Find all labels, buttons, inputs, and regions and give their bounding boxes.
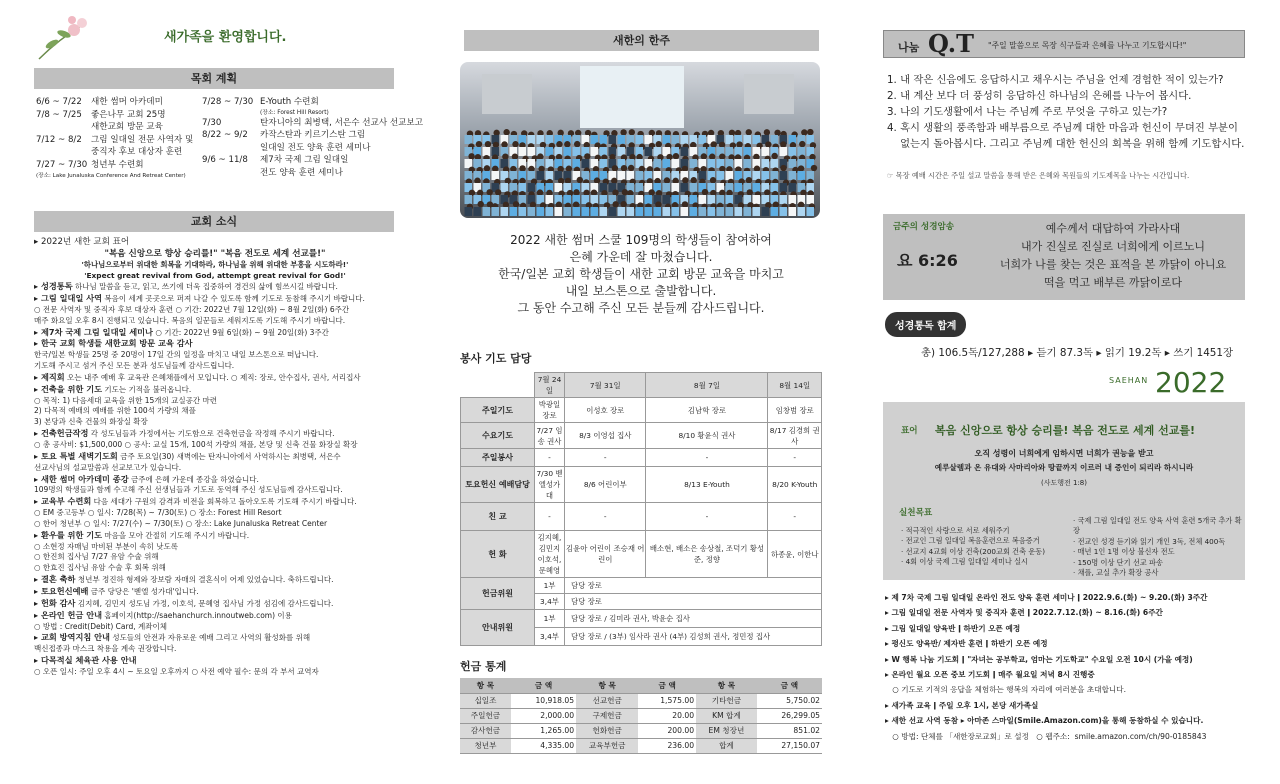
service-row	[461, 503, 822, 531]
news-item	[34, 632, 396, 644]
news-line: 기도해 주시고 섬겨 주신 모든 분과 성도님들께 감사드립니다.	[34, 361, 235, 371]
news-line: ○ 한어 청년부 ○ 일시: 7/27(수) ~ 7/30(토) ○ 장소: Lake Junaluska Retreat Center	[34, 518, 328, 528]
notice-item: ▸ 온라인 월요 오픈 중보 기도회 ǀ 매주 월요일 저녁 8시 진행중	[885, 670, 1095, 680]
service-cell: -	[768, 503, 822, 531]
service-cell: -	[565, 449, 646, 467]
news-item	[34, 598, 396, 610]
motto-ref: (사도행전 1:8)	[1040, 479, 1087, 487]
news-line: 선교사님의 설교말씀과 선교보고가 있습니다.	[34, 462, 182, 472]
verse-ref: 요 6:26	[897, 251, 958, 270]
schedule-row	[202, 117, 424, 130]
year-brand: SAEHAN	[1109, 376, 1149, 385]
service-part: 1부	[535, 578, 565, 594]
motto-goal: 실천목표	[899, 508, 933, 518]
schedule-event: (장소: Forest Hill Resort)	[260, 109, 329, 116]
schedule-row	[36, 121, 206, 134]
service-cell: 이성호 장로	[565, 398, 646, 423]
service-row	[461, 610, 822, 628]
service-cell: 박광일 장로	[535, 398, 565, 423]
bible-label: 성경통독 합계	[885, 312, 966, 337]
service-table	[460, 372, 822, 646]
offering-item: 선교헌금	[576, 693, 638, 708]
left-column	[34, 0, 424, 784]
goal-item: · 선교지 4교회 이상 건축(200교회 건축 운동)	[901, 546, 1046, 556]
schedule-date: 8/22 ~ 9/2	[202, 130, 248, 141]
news-item-heading: ▸ 성경통독	[34, 281, 73, 292]
news-item-text: 홈페이지(http://saehanchurch.innoutweb.com) 이용	[102, 610, 292, 620]
news-item-heading: ▸ 토요헌신예배	[34, 585, 89, 596]
news-item-text: 하나님 말씀을 듣고, 읽고, 쓰기에 더욱 집중하여 경건의 삶에 힘쓰시길 바랍니다.	[72, 282, 338, 292]
caption-line: 2022 새한 썸머 스쿨 109명의 학생들이 참여하여	[510, 233, 772, 247]
notice-item: ○ 방법: 단체를 「새한장로교회」로 설정 ○ 웹주소: smile.amazon.com/ch/90-0185843	[885, 731, 1207, 741]
offering-item: 십일조	[460, 693, 511, 708]
notice-item: ▸ 그림 일대일 양육반 ǀ 하반기 오픈 예정	[885, 623, 1021, 633]
service-part: 3,4부	[535, 628, 565, 646]
news-line: ○ 오픈 일시: 주일 오후 4시 ~ 토요일 오후까지 ○ 사전 예약 필수: 문의 각 부서 교역자	[34, 666, 319, 676]
offering-amount: 851.02	[757, 723, 822, 738]
schedule-left	[36, 96, 206, 181]
service-row	[461, 578, 822, 594]
service-row	[461, 449, 822, 467]
verse-line: 너희가 나를 찾는 것은 표적을 본 까닭이 아니요	[999, 258, 1227, 271]
notice-item: ○ 기도로 기적의 응답을 체험하는 행복의 자리에 여러분을 초대합니다.	[885, 685, 1126, 695]
caption-line: 내일 보스톤으로 출발합니다.	[565, 284, 717, 298]
qt-questions	[887, 72, 1249, 152]
offering-header: 금 액	[638, 678, 696, 693]
offering-row	[460, 708, 822, 723]
offering-amount: 5,750.02	[757, 693, 822, 708]
news-item-heading: ▸ 토요 특별 새벽기도회	[34, 450, 118, 461]
news-item-text: 복음이 세계 곳곳으로 퍼져 나갈 수 있도록 함께 기도로 동참해 주시기 바랍니다.	[102, 294, 365, 304]
offering-amount: 10,918.05	[511, 693, 576, 708]
notice-item: ▸ W 행복 나눔 기도회 ǀ "자녀는 공부학교, 엄마는 기도학교" 수요일 오전 10시 (가을 예정)	[885, 654, 1193, 664]
group-photo	[460, 62, 820, 218]
news-item-heading: ▸ 온라인 헌금 안내	[34, 609, 103, 620]
goal-item: · 국제 그림 일대일 전도 양육 사역 훈련 5개국 추가 확장	[1073, 516, 1242, 536]
news-item-heading: ▸ 건축을 위한 기도	[34, 383, 103, 394]
offering-amount: 20.00	[638, 708, 696, 723]
schedule-row	[36, 159, 206, 172]
service-cell: 김윤아 어린이 조승재 어린이	[565, 531, 646, 578]
photo-caption	[460, 232, 822, 317]
schedule-date: 7/27 ~ 7/30	[36, 159, 88, 170]
caption-line: 은혜 가운데 잘 마쳤습니다.	[569, 250, 713, 264]
notice-item: ▸ 제 7차 국제 그림 일대일 온라인 전도 양육 훈련 세미나 ǀ 2022.9.6.(화) ~ 9.20.(화) 3주간	[885, 593, 1208, 602]
qt-question: 없는지 돌아봅시다. 그리고 주님께 대한 헌신의 회복을 위해 함께 기도합시다.	[887, 138, 1245, 150]
offering-amount: 236.00	[638, 738, 696, 753]
year: 2022	[1155, 366, 1227, 399]
offering-item: 교육부헌금	[576, 738, 638, 753]
offering-item: 기타헌금	[696, 693, 757, 708]
flower-decoration-icon	[34, 14, 94, 64]
service-row-label: 헌금위원	[461, 578, 535, 610]
offering-amount: 4,335.00	[511, 738, 576, 753]
news-item-text: ○ 기간: 2022년 9월 6일(화) ~ 9월 20일(화) 3주간	[152, 327, 329, 337]
news-item-text: 기도는 기적을 불러옵니다.	[102, 384, 192, 394]
service-cell: 담당 장로 / (3부) 임사라 권사 (4부) 김성희 권사, 정민정 집사	[565, 628, 822, 646]
service-cell: 8/10 황윤식 권사	[646, 423, 768, 449]
news-item	[34, 451, 396, 463]
service-cell: 7/30 벧엘성가대	[535, 467, 565, 503]
schedule-date: 7/28 ~ 7/30	[202, 97, 254, 107]
schedule-event: 중직자 후보 대상자 훈련	[91, 147, 183, 158]
news-item	[34, 586, 396, 598]
news-item	[34, 338, 396, 350]
news-item-heading: ▸ 건축헌금작정	[34, 428, 89, 439]
service-cell: 담당 장로	[565, 578, 822, 594]
schedule-note: (장소: Lake Junaluska Conference And Retreat Center)	[36, 172, 186, 179]
news-item-heading: ▸ 결혼 축하	[34, 574, 76, 585]
service-cell: 김지혜, 김민지 이호석, 문혜영	[535, 531, 565, 578]
news-line: 한국/일본 학생들 25명 중 20명이 17일 간의 일정을 마치고 내일 보스톤으로 떠납니다.	[34, 350, 319, 360]
qt-question: 1. 내 작은 신음에도 응답하시고 채우시는 주님을 언제 경험한 적이 있는가?	[887, 74, 1224, 86]
news-line: ○ 한진희 집사님 7/27 유암 수술 위해	[34, 552, 159, 562]
goal-item: · 채플, 교실 추가 확장 공사	[1073, 568, 1159, 578]
schedule-row	[36, 146, 206, 159]
service-cell: 담당 장로 / 김미라 권사, 박윤순 집사	[565, 610, 822, 628]
motto-label: 표어	[901, 426, 918, 436]
news-line: 매주 화요일 오후 8시 진행되고 있습니다. 복음의 일꾼들로 세워지도록 기도해 주시기 바랍니다.	[34, 315, 346, 325]
goal-item: · 전교인 그림 일대일 복음훈련으로 복음증거	[901, 536, 1040, 546]
news-item	[34, 372, 396, 384]
service-cell: 담당 장로	[565, 594, 822, 610]
news-line: ○ 방법 : Credit(Debit) Card, 계좌이체	[34, 621, 167, 631]
news-line: ○ 소현정 자매님 마비된 부분이 속히 낫도록	[34, 541, 179, 551]
goal-item: · 4회 이상 국제 그림 일대일 세미나 실시	[901, 557, 1028, 567]
schedule-event: 전도 양육 훈련 세미나	[260, 167, 343, 178]
right-column	[883, 0, 1248, 784]
schedule-date: 7/8 ~ 7/25	[36, 109, 82, 120]
news-line: 백신접종과 마스크 착용을 계속 권장합니다.	[34, 644, 177, 654]
service-cell: 8/6 어린이부	[565, 467, 646, 503]
schedule-row	[36, 134, 206, 147]
news-item	[34, 327, 396, 339]
offering-row	[460, 738, 822, 753]
news-item-heading: ▸ 제직회	[34, 371, 65, 382]
service-date: 7월 31일	[565, 373, 646, 398]
news-line: 109명의 학생들과 함께 수고해 주신 선생님들과 기도로 동역해 주신 성도님들께 감사드립니다.	[34, 485, 343, 495]
service-row-label: 안내위원	[461, 610, 535, 646]
qt-question: 3. 나의 기도생활에서 나는 주님께 주로 무엇을 구하고 있는가?	[887, 106, 1168, 118]
service-part: 3,4부	[535, 594, 565, 610]
offering-table	[460, 678, 822, 754]
onejoo-title: 새한의 한주	[464, 30, 819, 51]
offering-amount: 200.00	[638, 723, 696, 738]
offering-item: KM 합계	[696, 708, 757, 723]
offering-header: 항 목	[696, 678, 757, 693]
schedule-event: 탄자니아의 최병택, 서은수 선교사 선교보고	[260, 117, 424, 128]
news-item-heading: ▸ 새한 썸머 아카데미 종강	[34, 473, 129, 484]
motto-verse2: 예루살렘과 온 유대와 사마리아와 땅끝까지 이르러 내 증인이 되리라 하시니라	[934, 463, 1194, 472]
news-title: 교회 소식	[34, 211, 394, 232]
notices	[885, 590, 1249, 744]
news-line: ○ 한효진 집사님 유암 수술 후 회복 위해	[34, 563, 166, 573]
offering-item: EM 청장년	[696, 723, 757, 738]
service-row	[461, 398, 822, 423]
verse-label: 금주의 성경암송	[893, 222, 955, 232]
service-cell: 김남학 장로	[646, 398, 768, 423]
service-cell: 8/17 김경희 권사	[768, 423, 822, 449]
service-row-label: 친 교	[461, 503, 535, 531]
service-cell: 8/13 E-Youth	[646, 467, 768, 503]
goal-list-left	[901, 526, 1045, 568]
news-line: "복음 신앙으로 향상 승리를!" "복음 전도로 세계 선교를!"	[104, 249, 326, 259]
news-item-text: 성도들의 안전과 자유로운 예배 그리고 사역의 활성화를 위해	[109, 633, 311, 643]
service-row	[461, 423, 822, 449]
service-date: 7월 24일	[535, 373, 565, 398]
news-item-text: 마음을 모아 간절히 기도해 주시기 바랍니다.	[102, 530, 250, 540]
schedule-event: 새한 썸머 아카데미	[91, 97, 163, 107]
schedule-row	[202, 109, 398, 117]
schedule-date: 6/6 ~ 7/22	[36, 97, 82, 107]
schedule-date: 7/12 ~ 8/2	[36, 134, 82, 145]
qt-question: 2. 내 계산 보다 더 풍성히 응답하신 하나님의 은혜를 나누어 봅시다.	[887, 90, 1192, 102]
offering-row	[460, 723, 822, 738]
qt-label: 나눔	[898, 41, 920, 54]
service-cell: -	[535, 449, 565, 467]
offering-amount: 26,299.05	[757, 708, 822, 723]
service-row-label: 주일봉사	[461, 449, 535, 467]
offering-item: 헌화헌금	[576, 723, 638, 738]
news-line: ○ 전문 사역자 및 중직자 후보 대상자 훈련 ○ 기간: 2022년 7월 12일(화) ~ 8월 2일(화) 6주간	[34, 304, 350, 314]
offering-header: 항 목	[576, 678, 638, 693]
schedule-row	[36, 96, 206, 109]
offering-header: 금 액	[757, 678, 822, 693]
goal-item: · 150명 이상 단기 선교 파송	[1073, 557, 1163, 567]
schedule-event: 제7차 국제 그림 일대일	[260, 155, 349, 166]
schedule-event: E-Youth 수련회	[260, 97, 319, 107]
notice-item: ▸ 새가족 교육 ǀ 주일 오후 1시, 본당 새가족실	[885, 700, 1039, 710]
news-item-heading: ▸ 다목적실 체육관 사용 안내	[34, 655, 137, 666]
news-item-heading: ▸ 그림 일대일 사역	[34, 293, 103, 304]
offering-amount: 27,150.07	[757, 738, 822, 753]
service-row-label: 헌 화	[461, 531, 535, 578]
offering-amount: 1,575.00	[638, 693, 696, 708]
offering-title: 헌금 통계	[460, 660, 507, 673]
service-cell: -	[646, 503, 768, 531]
service-date: 8월 14일	[768, 373, 822, 398]
service-cell: 배소현, 배소은 송상철, 조덕기 황성준, 정향	[646, 531, 768, 578]
schedule-row	[202, 167, 398, 180]
news-item-heading: ▸ 제7차 국제 그림 일대일 세미나	[34, 326, 153, 337]
goal-item: · 전교인 성경 듣기와 읽기 개인 3독, 전체 400독	[1073, 536, 1226, 546]
schedule-row	[202, 154, 398, 167]
offering-row	[460, 693, 822, 708]
schedule-row	[202, 129, 398, 142]
news-line: 2) 다목적 예배의 예배를 위한 100석 가량의 채플	[34, 406, 196, 416]
schedule-event: 그림 일대일 전문 사역자 및	[91, 134, 194, 145]
news-line: 3) 본당과 신축 건물의 화장실 확장	[34, 417, 148, 427]
service-cell: -	[535, 503, 565, 531]
schedule-event: 새한교회 방문 교육	[91, 122, 163, 133]
news-item-heading: ▸ 헌화 감사	[34, 597, 76, 608]
schedule-row	[36, 109, 206, 122]
bible-stats: 총) 106.5독/127,288 ▸ 듣기 87.3독 ▸ 읽기 19.2독 ▸ 쓰기 1451장	[921, 347, 1234, 359]
offering-amount: 1,265.00	[511, 723, 576, 738]
verse-text	[983, 220, 1243, 292]
news-item-heading: ▸ 교회 방역지침 안내	[34, 632, 110, 643]
news-list	[34, 236, 396, 678]
notice-item: ▸ 그림 일대일 전문 사역자 및 중직자 훈련 ǀ 2022.7.12.(화) ~ 8.16.(화) 6주간	[885, 608, 1163, 618]
news-item-text: 김지혜, 김민지 성도님 가정, 이호석, 문혜영 집사님 가정 섬김에 감사드립니다.	[75, 598, 334, 608]
news-item-heading: ▸ 환우를 위한 기도	[34, 529, 103, 540]
offering-item: 합계	[696, 738, 757, 753]
news-line: ○ EM 중고등부 ○ 일시: 7/28(목) ~ 7/30(토) ○ 장소: Forest Hill Resort	[34, 508, 282, 518]
schedule-row	[202, 142, 398, 155]
service-cell: -	[565, 503, 646, 531]
qt-subtitle: "주일 말씀으로 목장 식구들과 은혜를 나누고 기도합시다!"	[988, 41, 1187, 50]
schedule-date: 9/6 ~ 11/8	[202, 155, 248, 166]
schedule-date: 7/30	[202, 117, 222, 128]
news-line: '하나님으로부터 위대한 회복을 기대하라, 하나님을 위해 위대한 부흥을 시도하라!'	[81, 260, 349, 269]
news-line: ○ 총 공사비: $1,500,000 ○ 공사: 교실 15개, 100석 가량의 채플, 본당 및 신축 건물 화장실 확장	[34, 440, 358, 449]
schedule-event: 좋은나무 교회 25명	[91, 109, 166, 120]
caption-line: 한국/일본 교회 학생들이 새한 교회 방문 교육을 마치고	[498, 267, 784, 281]
offering-item: 청년부	[460, 738, 511, 753]
news-item	[34, 610, 396, 622]
qt-title: Q.T	[928, 29, 974, 58]
schedule-row	[202, 96, 398, 109]
verse-box	[883, 214, 1245, 300]
motto-text: 복음 신앙으로 항상 승리를! 복음 전도로 세계 선교를!	[935, 424, 1195, 437]
news-line: ▸ 2022년 새한 교회 표어	[34, 237, 130, 247]
service-cell: 하종윤, 이한나	[768, 531, 822, 578]
news-item	[34, 655, 396, 667]
motto-box	[883, 402, 1245, 580]
offering-amount: 2,000.00	[511, 708, 576, 723]
news-item	[34, 428, 396, 440]
verse-line: 내가 진실로 진실로 너희에게 이르노니	[1020, 240, 1205, 253]
service-cell: -	[768, 449, 822, 467]
news-item-text: 각 성도님들과 가정에서는 기도함으로 건축헌금을 작정해 주시기 바랍니다.	[88, 429, 335, 439]
news-item	[34, 384, 396, 396]
verse-line: 예수께서 대답하여 가라사대	[1045, 222, 1181, 235]
service-cell: -	[646, 449, 768, 467]
goal-item: · 적극적인 사랑으로 서로 세워주기	[901, 526, 1010, 535]
service-row-label: 주일기도	[461, 398, 535, 423]
goal-item: · 매년 1인 1명 이상 불신자 전도	[1073, 547, 1175, 557]
service-row-label: 토요헌신 예배담당	[461, 467, 535, 503]
news-line: 'Expect great revival from God, attempt great revival for God!'	[84, 270, 346, 280]
news-line: ○ 목적: 1) 다음세대 교육을 위한 15개의 교실공간 마련	[34, 395, 218, 405]
qt-note: ☞ 목장 예배 시간은 주일 설교 말씀을 통해 받은 은혜와 목원들의 기도제목을 나누는 시간입니다.	[887, 171, 1190, 180]
news-item	[34, 474, 396, 486]
news-item-text: 다음 세대가 구원의 감격과 비전을 회복하고 돌아오도록 기도해 주시기 바랍니다.	[91, 497, 357, 507]
service-row	[461, 467, 822, 503]
news-item-heading: ▸ 한국 교회 학생들 새한교회 방문 교육 감사	[34, 338, 193, 349]
news-item	[34, 496, 396, 508]
service-row	[461, 531, 822, 578]
service-date: 8월 7일	[646, 373, 768, 398]
motto-verse1: 오직 성령이 너희에게 임하시면 너희가 권능을 받고	[974, 449, 1154, 458]
news-item-text: 오는 내주 예배 후 교육관 은혜채플에서 모입니다. ○ 제직: 장로, 안수집사, 권사, 서리집사	[64, 372, 361, 382]
news-item	[34, 281, 396, 293]
caption-line: 그 동안 수고해 주신 모든 분들께 감사드립니다.	[517, 301, 765, 315]
notice-item: ▸ 새한 선교 사역 동참 ▸ 아마존 스마일(Smile.Amazon.com)을 통해 동참하실 수 있습니다.	[885, 716, 1204, 726]
schedule-title: 목회 계획	[34, 68, 394, 89]
schedule-event: 카작스탄과 키르기스탄 그림	[260, 130, 366, 141]
service-part: 1부	[535, 610, 565, 628]
offering-item: 구제헌금	[576, 708, 638, 723]
news-item-text: 금주에 은혜 가운데 종강을 하였습니다.	[128, 474, 259, 484]
offering-header: 항 목	[460, 678, 511, 693]
schedule-event: 청년부 수련회	[91, 159, 144, 170]
service-row-label: 수요기도	[461, 423, 535, 449]
schedule-right	[202, 96, 424, 180]
news-item-text: 청년부 정진하 형제와 장보람 자매의 결혼식이 어제 있었습니다. 축하드립니다.	[75, 575, 334, 585]
schedule-event: 일대일 전도 양육 훈련 세미나	[260, 142, 371, 153]
offering-item: 주일헌금	[460, 708, 511, 723]
news-item	[34, 574, 396, 586]
service-cell: 임창범 장로	[768, 398, 822, 423]
service-cell: 8/20 K-Youth	[768, 467, 822, 503]
verse-line: 떡을 먹고 배부른 까닭이로다	[1043, 276, 1182, 289]
news-item-heading: ▸ 교육부 수련회	[34, 496, 92, 507]
welcome-text: 새가족을 환영합니다.	[164, 30, 287, 45]
goal-list-right	[1073, 516, 1245, 578]
news-item	[34, 293, 396, 305]
middle-column	[460, 0, 822, 784]
service-cell: 8/3 이영섭 집사	[565, 423, 646, 449]
qt-question: 4. 혹시 생활의 풍족함과 배부름으로 주님께 대한 마음과 헌신이 무뎌진 부분이	[887, 122, 1238, 134]
service-cell: 7/27 임 송 권사	[535, 423, 565, 449]
news-item-text: 금주 당당은 '벧엘 성가대'입니다.	[88, 586, 199, 596]
schedule	[34, 96, 424, 200]
qt-header	[883, 30, 1245, 58]
news-item-text: 금주 토요일(30) 새벽에는 탄자니아에서 사역하시는 최병택, 서은수	[117, 451, 341, 461]
news-item	[34, 530, 396, 542]
offering-header: 금 액	[511, 678, 576, 693]
service-title: 봉사 기도 담당	[460, 352, 532, 365]
offering-item: 감사헌금	[460, 723, 511, 738]
notice-item: ▸ 평신도 양육반/ 제자반 훈련 ǀ 하반기 오픈 예정	[885, 639, 1048, 649]
